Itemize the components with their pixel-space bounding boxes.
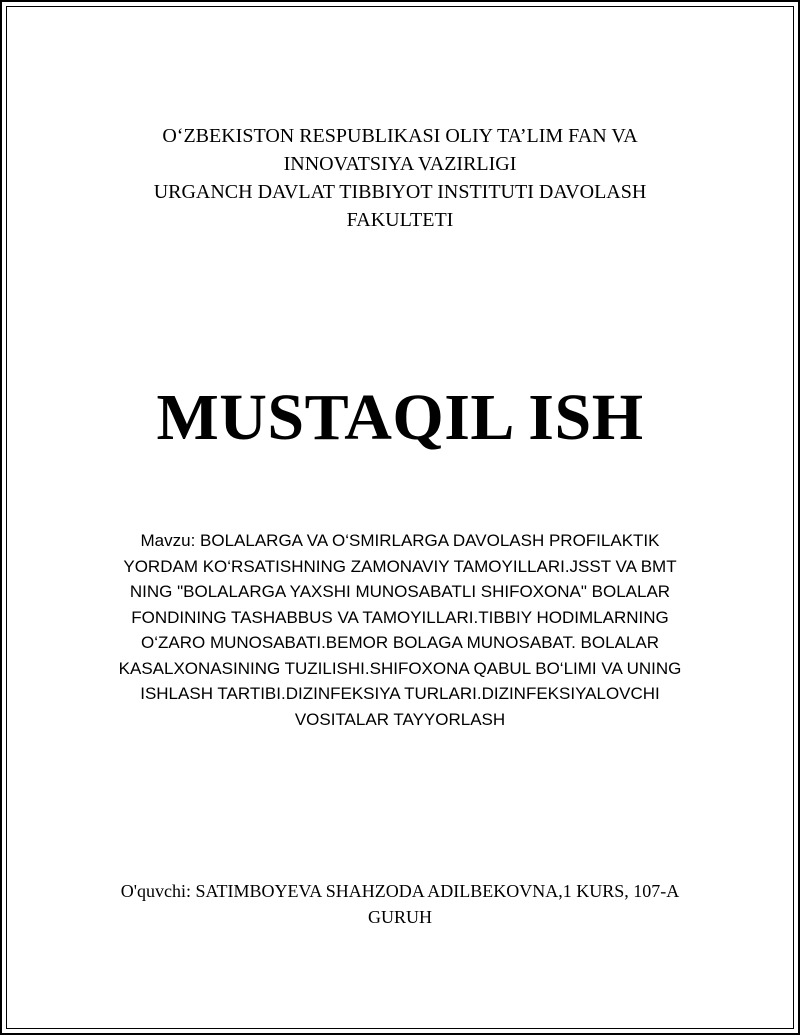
topic-text: Mavzu: BOLALARGA VA O‘SMIRLARGA DAVOLASH PROFILAKTIK YORDAM KO‘RSATISHNING ZAMONAVIY TAMOYILLARI.JSST VA BMT NING "BOLALARGA YAXSHI MUNOSABATLI SHIFOXONA" BOLALAR FONDINING TASHABBUS VA TAMOYILLARI.TIBBIY HODIMLARNING O‘ZARO MUNOSABATI.BEMOR BOLAGA MUNOSABAT. BOLALAR KASALXONASINING TUZILISHI.SHIFOXONA QABUL BO‘LIMI VA UNING ISHLASH TARTIBI.DIZINFEKSIYA TURLARI.DIZINFEKSIYALOVCHI VOSITALAR TAYYORLASH <box>118 531 682 729</box>
header-line-1: O‘ZBEKISTON RESPUBLIKASI OLIY TA’LIM FAN VA <box>162 125 638 147</box>
header-line-3: URGANCH DAVLAT TIBBIYOT INSTITUTI DAVOLASH <box>153 181 647 203</box>
institution-header <box>0 122 800 234</box>
document-title: MUSTAQIL ISH <box>156 381 644 454</box>
header-line-2: INNOVATSIYA VAZIRLIGI <box>283 153 517 175</box>
student-info: O'quvchi: SATIMBOYEVA SHAHZODA ADILBEKOVNA,1 KURS, 107-A GURUH <box>120 881 680 927</box>
header-line-4: FAKULTETI <box>346 209 454 231</box>
